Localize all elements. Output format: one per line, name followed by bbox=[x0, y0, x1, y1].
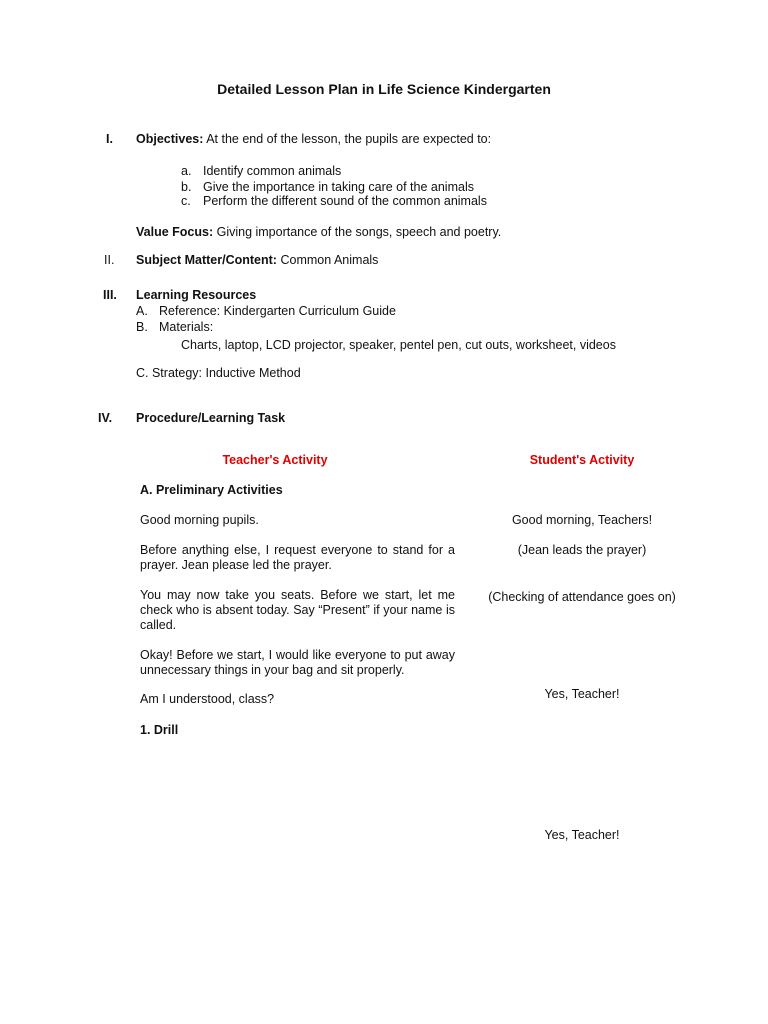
value-focus-line bbox=[136, 225, 501, 240]
subject-matter-label: Subject Matter/Content: bbox=[136, 253, 277, 267]
value-focus-text: Giving importance of the songs, speech and poetry. bbox=[216, 225, 502, 239]
objectives-numeral: I. bbox=[106, 132, 113, 146]
teacher-line-attendance: You may now take you seats. Before we start, let me check who is absent today. Say “Present” if your name is called. bbox=[140, 588, 455, 632]
teacher-line-understood: Am I understood, class? bbox=[140, 692, 275, 706]
objective-b-text: Give the importance in taking care of the animals bbox=[203, 180, 474, 194]
value-focus-label: Value Focus: bbox=[136, 225, 214, 239]
teacher-line-greeting: Good morning pupils. bbox=[140, 513, 259, 527]
subject-matter-line bbox=[136, 253, 378, 268]
strategy-text: C. Strategy: Inductive Method bbox=[136, 366, 301, 380]
drill-heading: 1. Drill bbox=[140, 723, 179, 737]
learning-resources-numeral: III. bbox=[103, 288, 117, 302]
preliminary-activities-heading: A. Preliminary Activities bbox=[140, 483, 283, 497]
learning-resources-label: Learning Resources bbox=[136, 288, 257, 302]
subject-matter-text: Common Animals bbox=[280, 253, 379, 267]
objective-c-text: Perform the different sound of the common animals bbox=[203, 194, 487, 208]
objective-a-letter: a. bbox=[181, 164, 192, 178]
materials-letter: B. bbox=[136, 320, 148, 334]
student-line-yes-teacher-2: Yes, Teacher! bbox=[544, 828, 620, 842]
procedure-numeral: IV. bbox=[98, 411, 113, 425]
procedure-label: Procedure/Learning Task bbox=[136, 411, 286, 425]
objectives-line bbox=[136, 132, 491, 147]
objective-c-letter: c. bbox=[181, 194, 191, 208]
teacher-activity-header: Teacher's Activity bbox=[222, 453, 328, 467]
objective-b-letter: b. bbox=[181, 180, 192, 194]
student-line-yes-teacher-1: Yes, Teacher! bbox=[544, 687, 620, 701]
materials-label: Materials: bbox=[159, 320, 214, 334]
student-line-prayer: (Jean leads the prayer) bbox=[517, 543, 647, 557]
student-line-greeting: Good morning, Teachers! bbox=[511, 513, 653, 527]
objectives-label: Objectives: bbox=[136, 132, 204, 146]
teacher-line-prayer: Before anything else, I request everyone to stand for a prayer. Jean please led the prayer. bbox=[140, 543, 455, 572]
objective-a-text: Identify common animals bbox=[203, 164, 342, 178]
page-title: Detailed Lesson Plan in Life Science Kindergarten bbox=[217, 81, 551, 97]
student-line-attendance: (Checking of attendance goes on) bbox=[488, 590, 676, 604]
teacher-line-put-away: Okay! Before we start, I would like everyone to put away unnecessary things in your bag and sit properly. bbox=[140, 648, 455, 677]
objectives-text: At the end of the lesson, the pupils are expected to: bbox=[206, 132, 492, 146]
student-activity-header: Student's Activity bbox=[529, 453, 635, 467]
reference-text: Reference: Kindergarten Curriculum Guide bbox=[159, 304, 396, 318]
materials-list: Charts, laptop, LCD projector, speaker, pentel pen, cut outs, worksheet, videos bbox=[181, 338, 616, 352]
reference-letter: A. bbox=[136, 304, 148, 318]
subject-matter-numeral: II. bbox=[104, 253, 115, 267]
